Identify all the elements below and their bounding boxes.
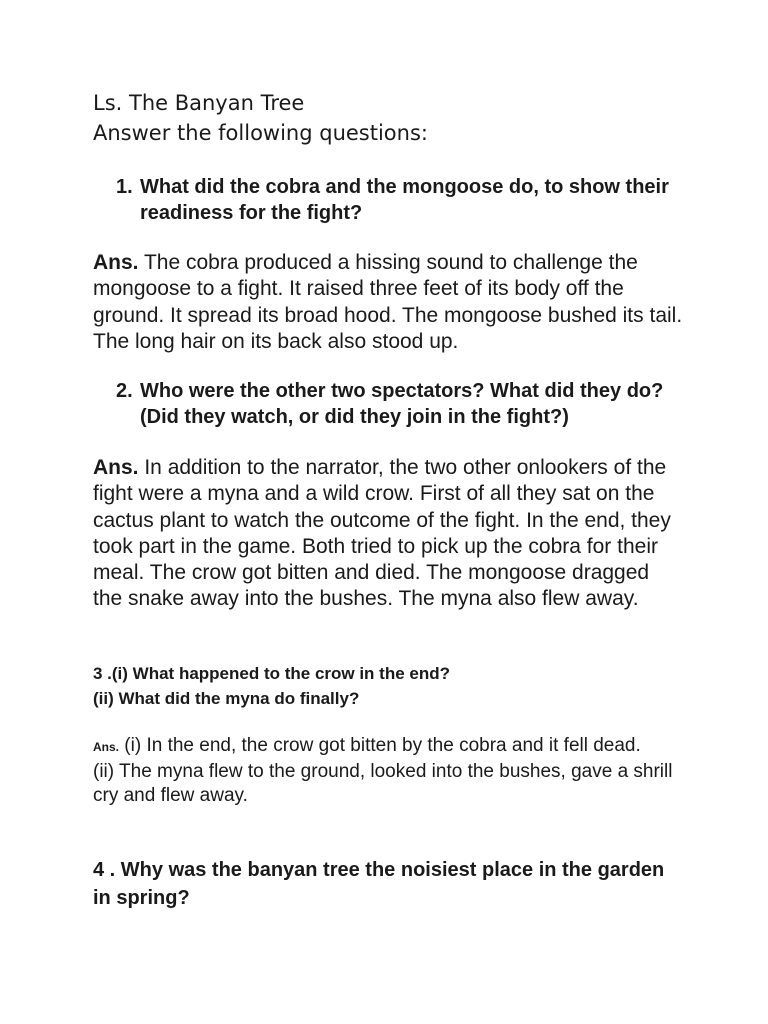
instruction-text: Answer the following questions:: [93, 121, 428, 145]
lesson-title: Ls. The Banyan Tree: [93, 91, 305, 115]
question-4: 4 . Why was the banyan tree the noisiest place in the garden in spring?: [93, 859, 665, 909]
answer-2: [93, 455, 683, 613]
answer-3: [93, 734, 683, 809]
question-2: [116, 378, 676, 430]
question-2-number: 2.: [116, 380, 133, 402]
answer-3-part-2: (ii) The myna flew to the ground, looked into the bushes, gave a shrill cry and flew away.: [93, 760, 673, 806]
question-3-part-2: (ii) What did the myna do finally?: [93, 689, 360, 708]
question-1-number: 1.: [116, 176, 133, 198]
question-1: [116, 174, 676, 226]
answer-3-part-1: (i) In the end, the crow got bitten by the cobra and it fell dead.: [119, 735, 641, 756]
question-2-text: Who were the other two spectators? What did they do? (Did they watch, or did they join in the fight?): [140, 380, 664, 428]
answer-1-text: The cobra produced a hissing sound to challenge the mongoose to a fight. It raised three feet of its body off the ground. It spread its broad hood. The mongoose bushed its tail. The long hair on its back also stood up.: [93, 251, 683, 353]
answer-3-part-1-line: [93, 734, 683, 760]
question-1-text: What did the cobra and the mongoose do, to show their readiness for the fight?: [140, 176, 669, 224]
answer-3-label: Ans.: [93, 740, 120, 754]
answer-1: [93, 250, 683, 355]
answer-2-text: In addition to the narrator, the two other onlookers of the fight were a myna and a wild crow. First of all they sat on the cactus plant to watch the outcome of the fight. In the end, they took part in the game. Both tried to pick up the cobra for their meal. The crow got bitten and died. The mongoose dragged the snake away into the bushes. The myna also flew away.: [93, 456, 671, 611]
answer-2-label: Ans.: [93, 456, 139, 479]
question-3-part-1: 3 .(i) What happened to the crow in the end?: [93, 664, 450, 683]
answer-1-label: Ans.: [93, 251, 139, 274]
question-3: [93, 661, 693, 711]
